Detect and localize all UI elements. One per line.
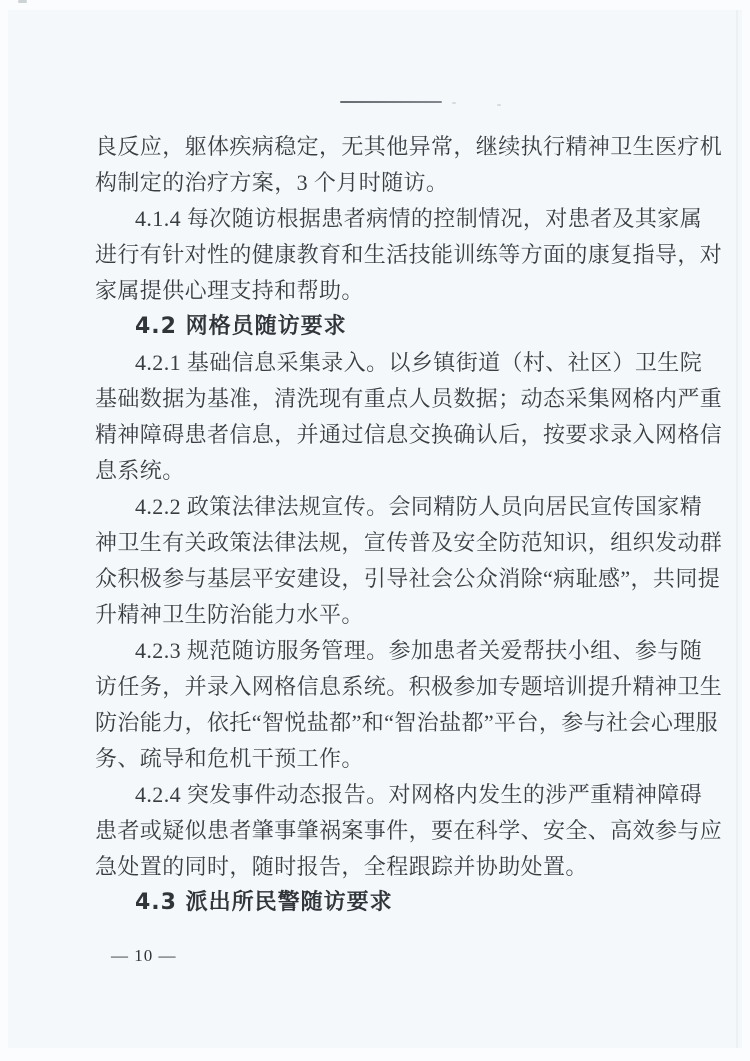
scan-noise-dot — [452, 102, 456, 104]
text-line: 众积极参与基层平安建设，引导社会公众消除“病耻感”，共同提 — [95, 566, 721, 591]
text-line: 4.3 派出所民警随访要求 — [135, 890, 393, 915]
text-line: 良反应，躯体疾病稳定，无其他异常，继续执行精神卫生医疗机 — [95, 134, 723, 159]
text-line: 基础数据为基准，清洗现有重点人员数据；动态采集网格内严重 — [95, 386, 723, 411]
para-4-2-3 — [95, 633, 723, 777]
heading-4-2 — [95, 309, 676, 345]
text-line: 神卫生有关政策法律法规，宣传普及安全防范知识，组织发动群 — [95, 530, 723, 555]
text-line: 急处置的同时，随时报告，全程跟踪并协助处置。 — [95, 854, 588, 879]
text-line: 进行有针对性的健康教育和生活技能训练等方面的康复指导，对 — [95, 242, 723, 267]
document-page — [8, 10, 742, 1048]
para-4-2-4 — [95, 777, 723, 885]
text-line: 升精神卫生防治能力水平。 — [95, 602, 364, 627]
scan-noise-dot — [497, 104, 501, 106]
para-4-1-4 — [95, 201, 723, 309]
para-4-2-1 — [95, 345, 723, 489]
text-line: 家属提供心理支持和帮助。 — [95, 278, 364, 303]
text-line: 4.2.3 规范随访服务管理。参加患者关爱帮扶小组、参与随 — [135, 638, 703, 663]
para-continuation — [95, 129, 723, 201]
text-line: 4.2.2 政策法律法规宣传。会同精防人员向居民宣传国家精 — [135, 494, 703, 519]
page-number: — 10 — — [111, 946, 177, 965]
text-line: 息系统。 — [95, 458, 185, 483]
header-separator-line — [340, 101, 442, 103]
text-line: 访任务，并录入网格信息系统。积极参加专题培训提升精神卫生 — [95, 674, 723, 699]
para-4-2-2 — [95, 489, 723, 633]
text-line: 患者或疑似患者肇事肇祸案事件，要在科学、安全、高效参与应 — [95, 818, 723, 843]
text-line: 4.2 网格员随访要求 — [135, 314, 347, 339]
text-line: 防治能力，依托“智悦盐都”和“智治盐都”平台，参与社会心理服 — [95, 710, 719, 735]
document-body — [95, 129, 723, 921]
scan-speck-top-left — [18, 0, 27, 3]
text-line: 4.1.4 每次随访根据患者病情的控制情况，对患者及其家属 — [135, 206, 703, 231]
heading-4-3 — [95, 885, 676, 921]
text-line: 4.2.1 基础信息采集录入。以乡镇街道（村、社区）卫生院 — [135, 350, 703, 375]
text-line: 构制定的治疗方案，3 个月时随访。 — [95, 170, 449, 195]
scan-edge-right — [736, 10, 738, 1048]
text-line: 务、疏导和危机干预工作。 — [95, 746, 364, 771]
text-line: 4.2.4 突发事件动态报告。对网格内发生的涉严重精神障碍 — [135, 782, 703, 807]
text-line: 精神障碍患者信息，并通过信息交换确认后，按要求录入网格信 — [95, 422, 723, 447]
